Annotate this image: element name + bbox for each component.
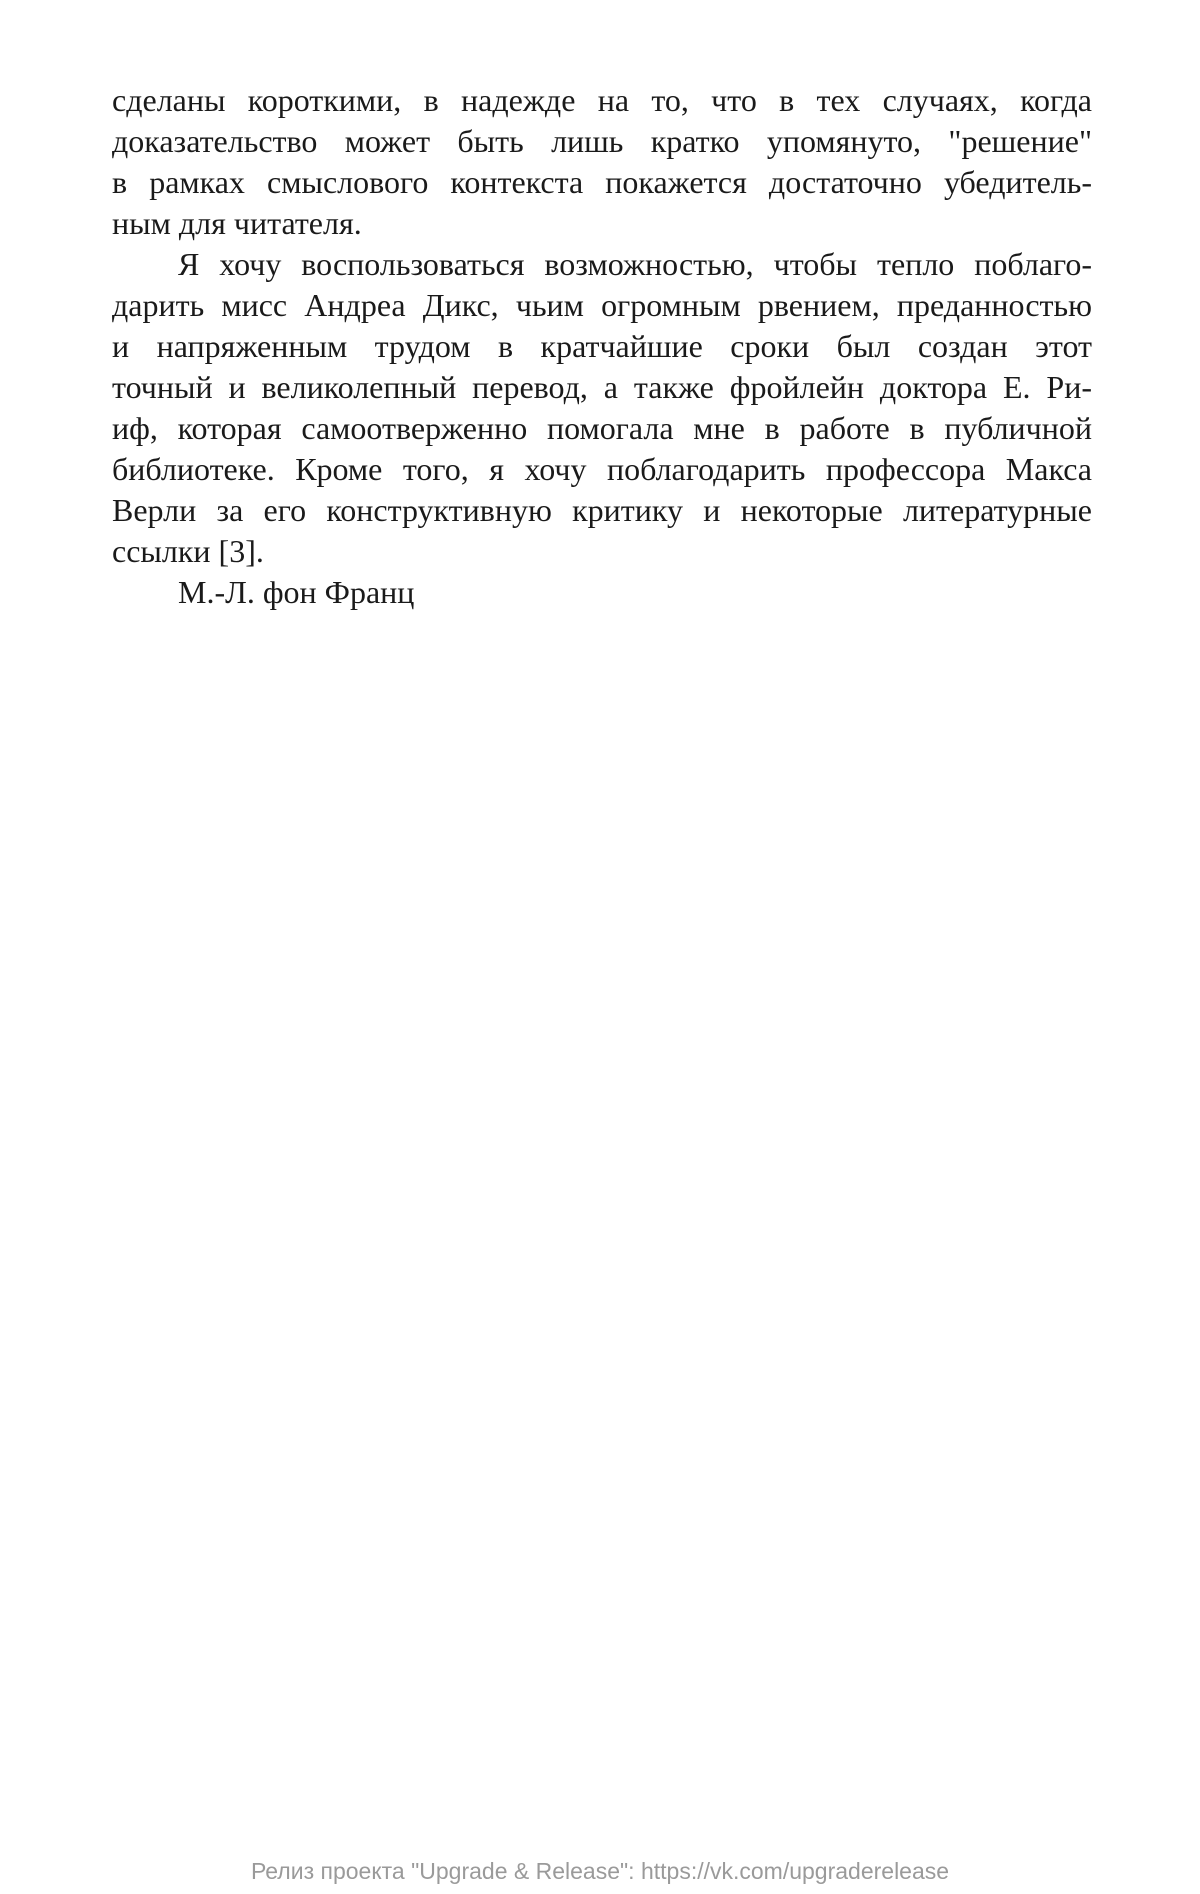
text-line: дарить мисс Андреа Дикс, чьим огромным рвением, преданностью <box>112 287 1092 323</box>
paragraph-method-note <box>112 80 1092 244</box>
text-line: ссылки [3]. <box>112 533 264 569</box>
page-text <box>112 80 1092 613</box>
text-line: ным для читателя. <box>112 205 362 241</box>
text-line: и напряженным трудом в кратчайшие сроки был создан этот <box>112 328 1092 364</box>
text-line: библиотеке. Кроме того, я хочу поблагодарить профессора Макса <box>112 451 1092 487</box>
text-line: сделаны короткими, в надежде на то, что в тех случаях, когда <box>112 82 1092 118</box>
text-line: точный и великолепный перевод, а также фройлейн доктора Е. Ри- <box>112 369 1092 405</box>
text-line: в рамках смыслового контекста покажется достаточно убедитель- <box>112 164 1092 200</box>
text-line: Я хочу воспользоваться возможностью, чтобы тепло поблаго- <box>178 246 1092 282</box>
paragraph-acknowledgements <box>112 244 1092 572</box>
text-line: Верли за его конструктивную критику и некоторые литературные <box>112 492 1092 528</box>
release-footer: Релиз проекта "Upgrade & Release": https://vk.com/upgraderelease <box>250 1858 950 1884</box>
text-line: иф, которая самоотверженно помогала мне в работе в публичной <box>112 410 1092 446</box>
text-line: доказательство может быть лишь кратко упомянуто, "решение" <box>112 123 1092 159</box>
author-signature: М.-Л. фон Франц <box>178 574 415 610</box>
